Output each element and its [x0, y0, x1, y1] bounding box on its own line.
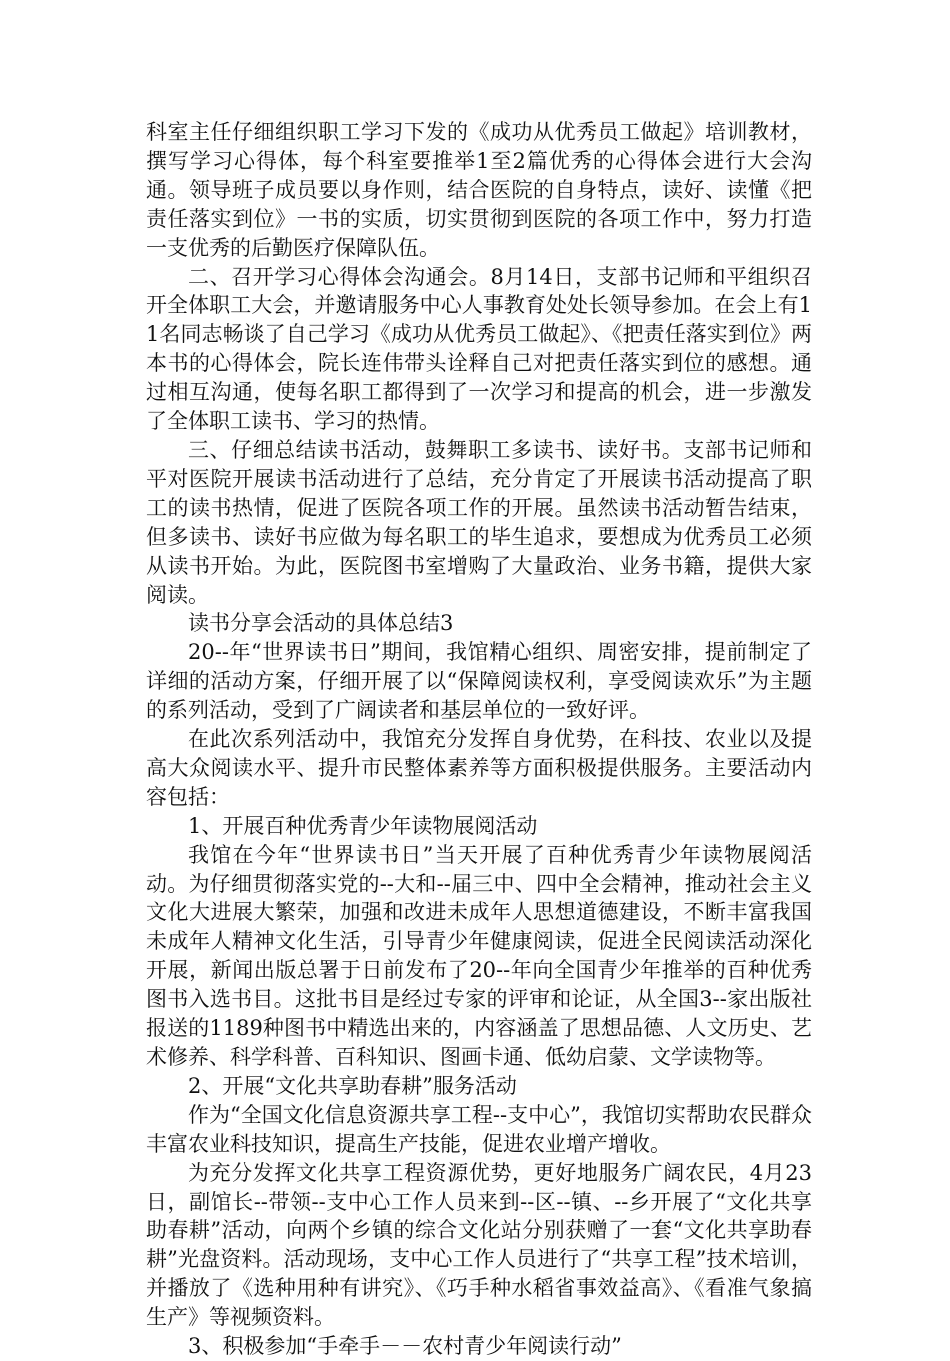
- list-item-2: 2、开展“文化共享助春耕”服务活动: [188, 1073, 517, 1098]
- section-heading: 读书分享会活动的具体总结3: [188, 611, 454, 636]
- paragraph-8: 我馆在今年“世界读书日”当天开展了百种优秀青少年读物展阅活动。为仔细贯彻落实党的--大和--届三中、四中全会精神，推动社会主义文化大进展大繁荣，加强和改进未成年人思想道德建设，不断丰富我国未成年人精神文化生活，引导青少年健康阅读，促进全民阅读活动深化开展，新闻出版总署于日前发布了20--年向全国青少年推举的百种优秀图书入选书目。这批书目是经过专家的评审和论证，从全国3--家出版社报送的1189种图书中精选出来的，内容涵盖了思想品德、人文历史、艺术修养、科学科普、百科知识、图画卡通、低幼启蒙、文学读物等。: [146, 842, 812, 1069]
- paragraph-1: 科室主任仔细组织职工学习下发的《成功从优秀员工做起》培训教材，撰写学习心得体，每个科室要推举1至2篇优秀的心得体会进行大会沟通。领导班子成员要以身作则，结合医院的自身特点，读好、读懂《把责任落实到位》一书的实质，切实贯彻到医院的各项工作中，努力打造一支优秀的后勤医疗保障队伍。: [146, 120, 812, 260]
- paragraph-10: 作为“全国文化信息资源共享工程--支中心”，我馆切实帮助农民群众丰富农业科技知识，提高生产技能，促进农业增产增收。: [146, 1102, 812, 1156]
- paragraph-2: 二、召开学习心得体会沟通会。8月14日，支部书记师和平组织召开全体职工大会，并邀请服务中心人事教育处处长领导参加。在会上有11名同志畅谈了自己学习《成功从优秀员工做起》、《把责任落实到位》两本书的心得体会，院长连伟带头诠释自己对把责任落实到位的感想。通过相互沟通，使每名职工都得到了一次学习和提高的机会，进一步激发了全体职工读书、学习的热情。: [146, 264, 812, 434]
- paragraph-5: 20--年“世界读书日”期间，我馆精心组织、周密安排，提前制定了详细的活动方案，仔细开展了以“保障阅读权利，享受阅读欢乐”为主题的系列活动，受到了广阔读者和基层单位的一致好评。: [146, 640, 812, 723]
- paragraph-6: 在此次系列活动中，我馆充分发挥自身优势，在科技、农业以及提高大众阅读水平、提升市民整体素养等方面积极提供服务。主要活动内容包括：: [146, 727, 812, 809]
- list-item-3: 3、积极参加“手牵手－－农村青少年阅读行动”: [188, 1334, 622, 1359]
- paragraph-11: 为充分发挥文化共享工程资源优势，更好地服务广阔农民，4月23日，副馆长--带领--支中心工作人员来到--区--镇、--乡开展了“文化共享助春耕”活动，向两个乡镇的综合文化站分别获赠了一套“文化共享助春耕”光盘资料。活动现场，支中心工作人员进行了“共享工程”技术培训，并播放了《选种用种有讲究》、《巧手种水稻省事效益高》、《看准气象搞生产》等视频资料。: [146, 1160, 812, 1330]
- list-item-1: 1、开展百种优秀青少年读物展阅活动: [188, 813, 538, 838]
- document-page: [146, 118, 812, 1361]
- paragraph-3: 三、仔细总结读书活动，鼓舞职工多读书、读好书。支部书记师和平对医院开展读书活动进行了总结，充分肯定了开展读书活动提高了职工的读书热情，促进了医院各项工作的开展。虽然读书活动暂告结束，但多读书、读好书应做为每名职工的毕生追求，要想成为优秀员工必须从读书开始。为此，医院图书室增购了大量政治、业务书籍，提供大家阅读。: [146, 437, 812, 607]
